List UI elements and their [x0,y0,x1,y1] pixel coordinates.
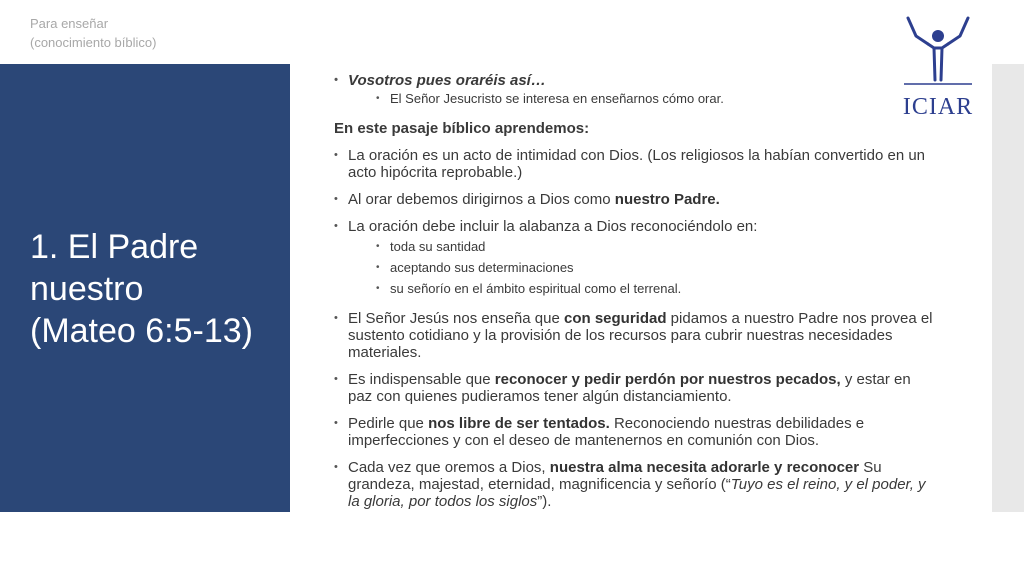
list-subitem: • su señorío en el ámbito espiritual como el terrenal. [376,281,682,296]
bullet-icon: • [334,417,338,429]
bullet-icon: • [334,461,338,473]
logo-text: ICIAR [902,94,974,120]
caption-line-1: Para enseñar [30,16,109,31]
bullet-icon: • [376,283,380,294]
bullet-icon: • [376,262,380,273]
section-caption [30,14,156,52]
list-item: • Pedirle que nos libre de ser tentados. Reconociendo nuestras debilidades e imperfecciones y con el deseo de mantenernos en comunión con Dios. [334,415,865,449]
section-heading: En este pasaje bíblico aprendemos: [334,120,590,137]
title-line-1: 1. El Padre [30,228,199,266]
bullet-icon: • [334,74,338,86]
list-subitem: • aceptando sus determinaciones [376,260,574,275]
slide-title [30,226,280,352]
bullet-icon: • [376,241,380,252]
bullet-icon: • [334,373,338,385]
list-item: • El Señor Jesús nos enseña que con seguridad pidamos a nuestro Padre nos provea el sustento cotidiano y la provisión de los recursos para cubrir nuestras necesidades materiales. [334,310,933,361]
title-line-2: nuestro [30,270,144,308]
list-subitem: • toda su santidad [376,239,486,254]
caption-line-2: (conocimiento bíblico) [30,35,157,50]
bullet-icon: • [334,149,338,161]
bullet-icon: • [376,93,380,104]
right-decor-strip [992,64,1024,512]
bullet-icon: • [334,312,338,324]
list-item-intro: • Vosotros pues oraréis así… [334,72,546,89]
title-line-3: (Mateo 6:5-13) [30,312,253,350]
list-item: • Cada vez que oremos a Dios, nuestra alma necesita adorarle y reconocer Su grandeza, majestad, eternidad, magnificencia y señorío (“Tuyo es el reino, y el poder, y la gloria, por todos los siglos”). [334,459,926,510]
bullet-icon: • [334,220,338,232]
list-item: • Es indispensable que reconocer y pedir perdón por nuestros pecados, y estar en paz con quienes pudieramos tener algún distanciamiento. [334,371,911,405]
bullet-icon: • [334,193,338,205]
list-item: • La oración es un acto de intimidad con Dios. (Los religiosos la habían convertido en un acto hipócrita reprobable.) [334,147,926,181]
list-item: • La oración debe incluir la alabanza a Dios reconociéndolo en: [334,218,758,235]
content-list [334,72,934,510]
list-item: • Al orar debemos dirigirnos a Dios como nuestro Padre. [334,191,720,208]
list-subitem-intro: • El Señor Jesucristo se interesa en enseñarnos cómo orar. [376,91,724,106]
